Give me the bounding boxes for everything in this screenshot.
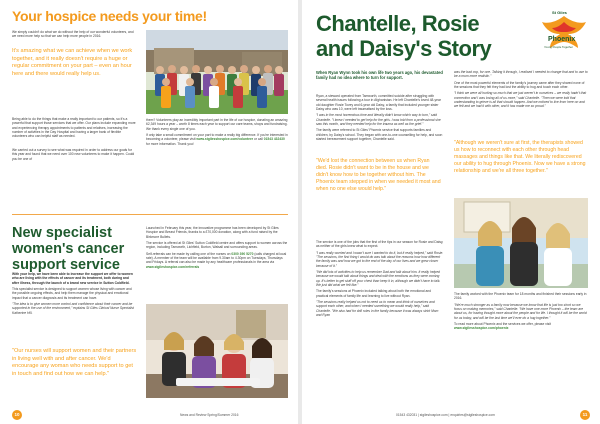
- volunteer-text-2: [146, 133, 288, 146]
- women-group-image: [146, 304, 288, 398]
- volunteer-text-2-c: for more information. Thank you!: [146, 141, 194, 146]
- body-text-2: We carried out a survey to see what was required in order to address our goals for this year and found that we need over 100 new volunteers to make it happen. Could you be one of: [12, 148, 135, 161]
- story-col2-d: The family worked with the Phoenix team for 18 months and finished their sessions early in 2016.: [454, 292, 587, 301]
- section-heading-text: New specialist women's cancer support service: [12, 225, 125, 273]
- family-image: [454, 198, 588, 288]
- story-col-2: [454, 70, 588, 111]
- story-title: [316, 12, 491, 61]
- story-title-line-2: and Daisy's Story: [316, 35, 492, 61]
- lower-quote: "The idea is to give women more control and confidence about their cancer and be supported in the use of the environment," explains St Giles Clinical Nurse Specialist Katherine Hill.: [12, 302, 134, 315]
- intro-text: We simply couldn't do what we do without the help of our wonderful volunteers, and we need more help so that we can help more people in 2016.: [12, 30, 134, 39]
- section-heading: [12, 226, 136, 274]
- story-col-1: [316, 94, 444, 143]
- lead-text: When Ryan Wynn took his own life two years ago, his devastated family had no idea where to turn for support.: [316, 70, 443, 81]
- right-col-text-3-a: Self-referrals can be made by calling one of the nurses on: [146, 251, 231, 256]
- page-number-right: 11: [580, 410, 590, 420]
- volunteer-text: [146, 118, 288, 148]
- referral-phone[interactable]: 0300 390 5270: [231, 251, 254, 256]
- right-col-text-3-b: (calls charged at local rate). A member of the team will be available from 9.30am to 4.30pm on Tuesdays, Thursdays and Fridays. A referral can also be made by any healthcare professionals in the area via: [146, 251, 287, 265]
- story-title-line-1: Chantelle, Rosie: [316, 11, 480, 36]
- phoenix-logo: [538, 12, 590, 52]
- footer-right: 01543 432031 | stgileshospice.com | enquiries@stgileshospice.com: [396, 413, 495, 417]
- story-body-4: The family's sessions at Phoenix included talking about both the emotional and practical elements of family life and learning to live without Ryan.: [316, 289, 431, 298]
- left-page: [0, 0, 298, 424]
- footer-left: News and Review Spring/Summer 2016: [180, 413, 239, 417]
- volunteer-text-2-a: If only take a small commitment on your part to make a really big difference. If you're interested in becoming a volunteer, please visit: [146, 133, 288, 142]
- story-body-1: Ryan, a steward operated from Tamworth, committed suicide after struggling with several health issues following a tour in Afghanistan. He left Chantelle's loved 48-year old daughter Rosie Tovey and 6-year old Daisy, a family that included younger sister Daisy who was 10, were left traumatised by the loss.: [316, 94, 441, 112]
- lower-text: [12, 272, 136, 317]
- story-col2-f: [454, 322, 588, 331]
- right-col-text-1: Launched in February this year, the innovative programme has been developed by St Giles Hospice and Breast Friends, thanks to a £70,000 donation, along with a fund raised by the Birkmore Bullets.: [146, 226, 279, 239]
- volunteers-photo: [146, 30, 288, 114]
- story-col-2-lower: [454, 292, 588, 333]
- referral-link[interactable]: www.stgileshospice.com/referrals: [146, 264, 200, 269]
- story-pullquote-1: "We'd lost the connection between us when Ryan died. Rosie didn't want to be in the house and we didn't know how to be together without him. The Phoenix team stepped in when we needed it most and when no one else would help.": [316, 158, 441, 193]
- right-column-text: [146, 226, 288, 271]
- lower-intro: With your help, we have been able to increase the support we offer to women who are living with the effects of cancer and its treatment, both during and after illness, through the launch of a brand new service in Sutton Coldfield.: [12, 272, 133, 285]
- logo-sub: Phoenix: [548, 36, 576, 43]
- body-text-1: Being able to do the things that make a really important to our patients, so it's a powerful that support those services that we offer. Our plans include expanding more and experiencing therapy appointments to patients and relatives, increasing the number of activities in the Day Hospital and having a larger bank of flexible volunteers who can helpful staff as needed.: [12, 117, 136, 139]
- story-quote-2: "I was really worried and I wasn't sure I wanted to do it, but it really helped," said Rosie. "The sessions, the first thing I would do was talk about the reasons how how different the family was and how we got to the end of the day of our lives and we grew closer because of it.": [316, 250, 444, 268]
- lower-pullquote: "Our nurses will support women and their partners in living well with and after cancer. We'd encourage any woman who needs support to get in touch and find out how we can help.": [12, 348, 137, 377]
- section-divider: [12, 214, 288, 215]
- lower-body: This specialist service is designed to support women whose living with cancer and the possible ongoing effects, and help them manage the physical and emotional impact that a cancer diagnosis and its treatment can have.: [12, 287, 132, 300]
- right-page: [302, 0, 600, 424]
- story-col2-a: was the bad cop, for one. Talking it through, I realised I needed to change that and to use to be a mum more realistic.": [454, 70, 588, 79]
- right-col-text-2: The service is offered at St Giles' Sutton Coldfield centre and offers support to women across the region, including Tamworth, Lichfield, Burton, Walsall and surrounding areas.: [146, 241, 288, 250]
- volunteer-text-1: them? Volunteers play an incredibly important part in the life of our hospice, donating an amazing 62,349 hours a year – worth 8 times each year to support our care teams, shops and fundraising. We thank every single one of you.: [146, 118, 288, 131]
- story-col2-c: "I think we were all hurting so much that we just weren't in ourselves – we really hadn't that connection and I was losing all of us more," said Chantelle. "Then we were told that understanding to grieve is all that should happen. And we noticed to live from here on and we felt and we had it with other, and it has made me so proud.": [454, 91, 587, 109]
- family-photo: [454, 198, 588, 288]
- story-body-3: The service is one of the jobs that the first of the tips in our season for Rosie and Daisy, as neither of the girls knew what to expect.: [316, 240, 444, 249]
- page-number-left: 10: [12, 410, 22, 420]
- story-pullquote-2: "Although we weren't sure at first, the therapists showed us how to reconnect with each other through head massages and things like that. We literally rediscovered our ability to hug through Phoenix. Now we have a strong relationship and we're all three together.": [454, 140, 586, 175]
- volunteer-text-2-b: or call: [254, 137, 263, 142]
- story-quote-1: "I was in the most horrendous time and literally didn't know which way to turn," said Chantelle. "I knew I needed to get help for the girls. I was told from a professional she saw this month, and they needed help for the trauma as well as the grief.": [316, 113, 441, 127]
- volunteer-phone[interactable]: 01543 432430: [263, 137, 285, 142]
- story-col2-e: "We're much stronger as a family now because we know that life is just too short so we focus on making memories," said Chantelle. "We have one more Phoenix – the team are about us, for having thought more about the people and for life. I thought it will be the world for us today, and will be the last time we'll ever do a hug together.": [454, 302, 587, 320]
- phoenix-link[interactable]: www.stgilesshospice.com/phoenix: [454, 326, 509, 331]
- story-quote-4: "The sessions really helped us not to need us to mean and think of ourselves and support each other, and when I needed something we would really help," said Chantelle. "We also had for drill rules in the family because it was always strict Mom and Ryan: [316, 300, 439, 318]
- volunteers-group-image: [146, 30, 288, 114]
- story-col-1-lower: [316, 240, 444, 320]
- pullquote: It's amazing what we can achieve when we work together, and it really doesn't require a huge or regular commitment on your part – even an hour here and there would really help us.: [12, 48, 133, 77]
- women-photo: [146, 304, 288, 398]
- right-col-text-3: [146, 252, 288, 269]
- page-heading: Your hospice needs your time!: [12, 8, 207, 24]
- logo-text: St Giles: [552, 10, 567, 15]
- story-quote-3: "We did lots of activities to help us remember Dad and talk about him. It really helped because we would talk about things and deal with the emotions as they were coming up. It's better to get stuff off your chest than keep it in, although we didn't have to talk. We just did what we felt like.": [316, 270, 441, 288]
- volunteer-link[interactable]: www.stgilesshospice.com/volunteer: [196, 137, 254, 142]
- story-col2-b: One of the most powerful elements of the family's journey came after they shared none of the sessions that they felt they had lost the ability to hug and touch each other.: [454, 80, 585, 90]
- story-body-2: The family were referred to St Giles' Phoenix service that supports families and children, by Daisy's school. They began with one-to-one counselling for help, and soon started bereavement support together, Chantelle said.: [316, 128, 443, 142]
- logo-tag: Young People Together: [544, 45, 573, 49]
- story-col2-f-text: To read more about Phoenix and the services we offer, please visit: [454, 322, 551, 327]
